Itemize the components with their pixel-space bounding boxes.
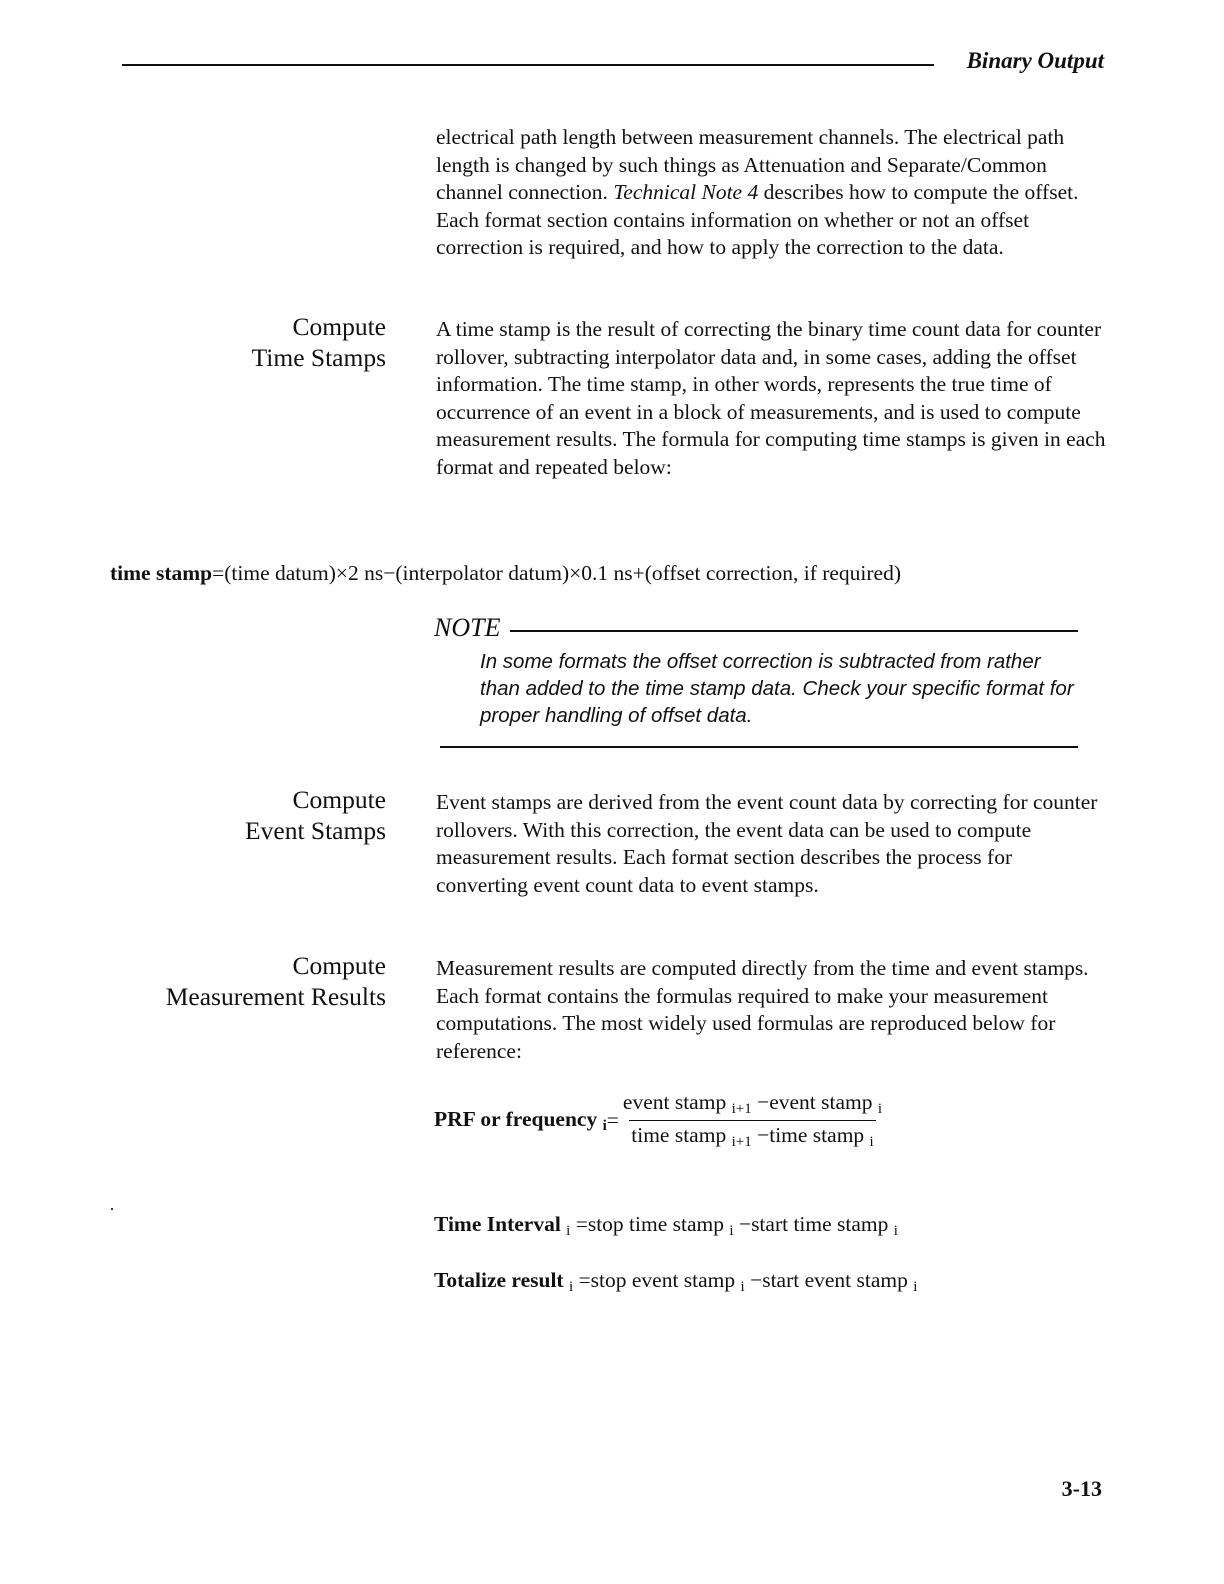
time-interval-formula (434, 1212, 898, 1240)
term: event stamp (622, 1090, 732, 1114)
technical-note-reference: Technical Note 4 (613, 180, 759, 204)
subscript: i (602, 1117, 607, 1134)
time-stamps-paragraph: A time stamp is the result of correcting the binary time count data for counter rollover, subtracting interpolator data and, in some cases, adding the offset information. The time stamp, in other words, represents the true time of occurrence of an event in a block of measurements, and is used to compute measurement results. The formula for computing time stamps is given in each format and repeated below: (436, 317, 1106, 479)
intro-text-continued: describes how to compute the offset. Each format section contains information on whether or not an offset correction is required, and how to apply the correction to the data. (436, 180, 1079, 259)
event-stamps-paragraph: Event stamps are derived from the event count data by correcting for counter rollovers. With this correction, the event data can be used to compute measurement results. Each format section describes the process for converting event count data to event stamps. (436, 790, 1098, 897)
formula-lhs (434, 1107, 607, 1135)
formula-lhs: Time Interval (434, 1212, 561, 1236)
subscript: i (729, 1223, 734, 1239)
page-number: 3-13 (1061, 1476, 1102, 1501)
denominator (629, 1120, 875, 1151)
time-stamp-formula (110, 561, 901, 586)
subscript: i+1 (731, 1134, 752, 1150)
equals-sign: = (606, 1108, 619, 1132)
note-text: In some formats the offset correction is subtracted from rather than added to the time stamp data. Check your specific format for proper handling of offset data. (480, 650, 1074, 727)
term: −event stamp (751, 1090, 878, 1114)
lhs-text: PRF or frequency (434, 1106, 598, 1131)
heading-compute-event-stamps (245, 784, 386, 846)
note-label: NOTE (434, 613, 501, 642)
term: −start time stamp (733, 1212, 894, 1236)
note-bottom-rule (440, 746, 1078, 748)
subscript: i (566, 1223, 571, 1239)
heading-compute-time-stamps (252, 311, 386, 373)
term: −start event stamp (744, 1268, 914, 1292)
formula-lhs: time stamp (110, 561, 213, 585)
formula-lhs: Totalize result (434, 1268, 564, 1292)
totalize-formula (434, 1268, 917, 1296)
heading-line: Compute (292, 951, 386, 980)
intro-text: electrical path length between measurement channels. The electrical path length is changed by such things as Attenuation and Separate/Common channel connection. (436, 125, 1065, 204)
term: =stop event stamp (573, 1268, 741, 1292)
note-rule (510, 630, 1078, 632)
scan-speck (111, 1208, 113, 1210)
term: −time stamp (751, 1123, 870, 1147)
subscript: i (893, 1223, 898, 1239)
heading-line: Compute (292, 785, 386, 814)
measurement-results-paragraph: Measurement results are computed directly from the time and event stamps. Each format contains the formulas required to make your measurement computations. The most widely used formulas are reproduced below for reference: (436, 956, 1089, 1063)
header-rule (122, 64, 934, 66)
subscript: i (740, 1279, 745, 1295)
term: time stamp (631, 1123, 732, 1147)
fraction (621, 1090, 884, 1151)
heading-line: Time Stamps (251, 343, 386, 372)
note-header (434, 613, 1078, 643)
term: =stop time stamp (570, 1212, 730, 1236)
subscript: i (869, 1134, 874, 1150)
heading-line: Compute (292, 312, 386, 341)
subscript: i (913, 1279, 918, 1295)
subscript: i (877, 1101, 883, 1117)
heading-compute-measurement-results (166, 950, 386, 1012)
numerator (621, 1090, 884, 1120)
intro-paragraph (436, 124, 1106, 262)
heading-line: Event Stamps (245, 816, 386, 845)
running-header-title: Binary Output (966, 48, 1104, 73)
subscript: i+1 (731, 1101, 752, 1117)
formula-rhs: =(time datum)×2 ns−(interpolator datum)×0.1 ns+(offset correction, if required) (212, 561, 902, 585)
subscript: i (568, 1279, 574, 1295)
heading-line: Measurement Results (165, 982, 386, 1011)
frequency-formula (434, 1090, 884, 1151)
